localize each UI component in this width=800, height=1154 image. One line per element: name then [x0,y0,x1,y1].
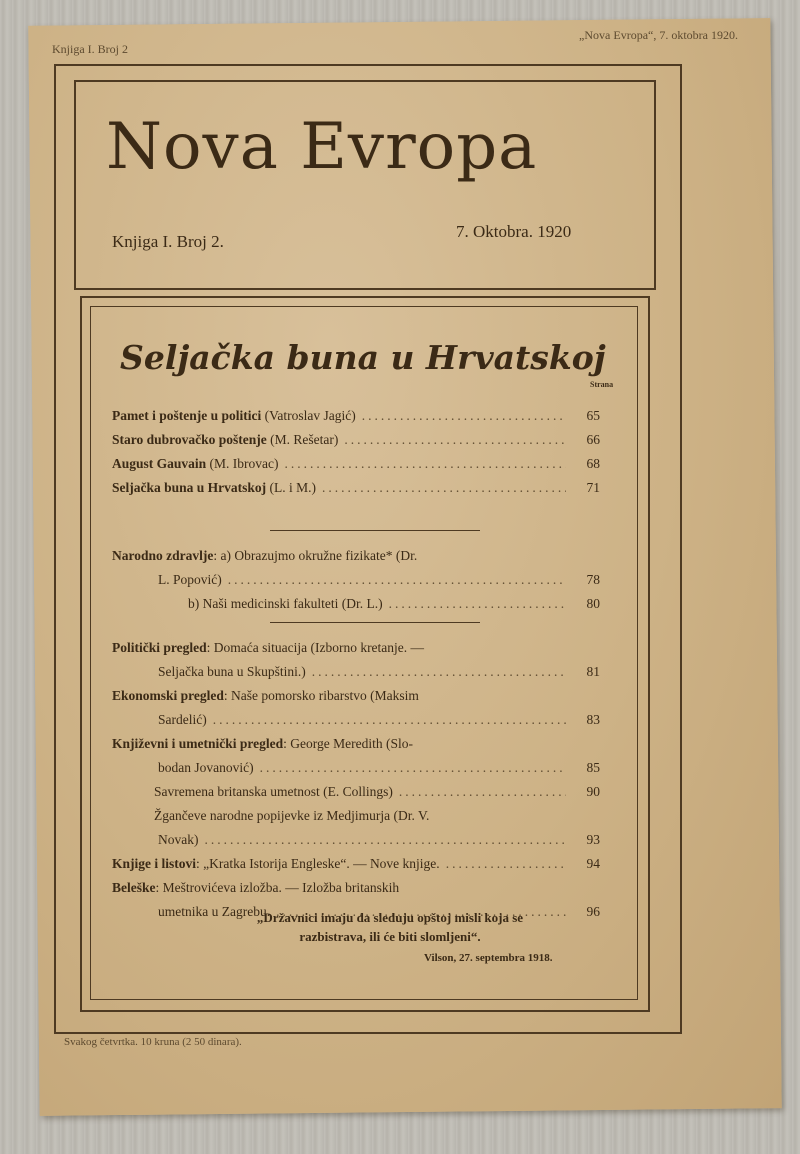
toc-entry-subtitle: : Domaća situacija (Izborno kretanje. — [206,640,425,655]
toc-entry-subtitle: Seljačka buna u Skupštini.) [158,664,306,679]
toc-entry-page: 90 [586,784,600,799]
toc-entry [112,636,600,660]
toc-entry-page: 85 [586,760,600,775]
toc-entry-page: 68 [586,456,600,471]
toc-group-reviews [112,636,600,924]
leader-dots [228,568,566,592]
toc-entry-page: 93 [586,832,600,847]
toc-entry-subtitle: : George Meredith (Slo- [283,736,413,751]
toc-entry-title: Beleške [112,880,156,895]
toc-entry-continuation [112,828,600,852]
toc-entry-subtitle: : Meštrovićeva izložba. — Izložba britanskih [155,880,400,895]
toc-entry-page: 94 [586,856,600,871]
toc-entry [112,428,600,452]
toc-entry-page: 80 [586,596,600,611]
leader-dots [362,404,566,428]
toc-entry-page: 65 [586,408,600,423]
toc-entry-subtitle: b) Naši medicinski fakulteti (Dr. L.) [188,596,383,611]
toc-entry-author: bodan Jovanović) [158,760,254,775]
contents-headline: Seljačka buna u Hrvatskoj [120,338,606,377]
toc-entry-author: (L. i M.) [266,480,317,495]
toc-entry-author: (Vatroslav Jagić) [261,408,356,423]
toc-entry-subtitle: : a) Obrazujmo okružne fizikate* (Dr. [213,548,418,563]
toc-entry-author: (M. Rešetar) [266,432,339,447]
toc-entry-author: Novak) [158,832,199,847]
issue-small-label: Knjiga I. Broj 2 [52,42,128,56]
leader-dots [312,660,566,684]
leader-dots [389,592,566,616]
section-divider [270,622,480,623]
toc-entry [112,544,600,568]
toc-entry [112,404,600,428]
toc-entry-title: Narodno zdravlje [112,548,214,563]
page-column-label: Strana [590,380,614,389]
toc-entry-continuation [112,568,600,592]
toc-entry [112,780,600,804]
toc-entry-page: 71 [586,480,600,495]
leader-dots [205,828,567,852]
date-small-label: „Nova Evropa“, 7. oktobra 1920. [579,28,738,42]
toc-entry-title: Pamet i poštenje u politici [112,408,262,423]
toc-entry-continuation [112,756,600,780]
toc-entry [112,592,600,616]
leader-dots [399,780,566,804]
toc-entry [112,452,600,476]
toc-entry-title: Politički pregled [112,640,207,655]
toc-entry-title: Staro dubrovačko poštenje [112,432,267,447]
leader-dots [213,708,566,732]
section-divider [270,530,480,531]
leader-dots [344,428,566,452]
toc-entry [112,476,600,500]
toc-entry [112,876,600,900]
toc-entry [112,732,600,756]
toc-entry-title: Književni i umetnički pregled [112,736,284,751]
toc-group-articles [112,404,600,500]
price-footer: Svakog četvrtka. 10 kruna (2 50 dinara). [64,1036,242,1048]
toc-entry-page: 96 [586,904,600,919]
leader-dots [446,852,566,876]
toc-entry [112,852,600,876]
toc-entry-subtitle: : „Kratka Istorija Engleske“. — Nove knjige. [196,856,440,871]
leader-dots [322,476,566,500]
toc-entry-author: L. Popović) [158,572,222,587]
toc-entry-author: Sardelić) [158,712,207,727]
toc-entry-title: August Gauvain [112,456,207,471]
quote-attribution: Vilson, 27. septembra 1918. [424,952,553,964]
leader-dots [285,452,566,476]
toc-entry-subtitle: Savremena britanska umetnost (E. Collings) [154,784,393,799]
toc-entry-subtitle: Žgančeve narodne popijevke iz Medjimurja (Dr. V. [154,808,430,823]
quote-line: „Državnici imaju da sleduju opštoj misli koja se [256,910,524,925]
toc-group-health [112,544,600,616]
magazine-title: Nova Evropa [106,110,538,184]
toc-entry-page: 83 [586,712,600,727]
toc-entry-continuation [112,660,600,684]
toc-entry [112,684,600,708]
masthead-issue: Knjiga I. Broj 2. [112,232,224,251]
epigraph-quote [170,908,610,946]
quote-line: razbistrava, ili će biti slomljeni“. [299,929,481,944]
leader-dots [260,756,566,780]
toc-entry-title: Knjige i listovi [112,856,196,871]
toc-entry-subtitle: umetnika u Zagrebu. [158,904,271,919]
masthead-date: 7. Oktobra. 1920 [456,222,572,241]
toc-entry-page: 66 [586,432,600,447]
toc-entry [112,804,600,828]
toc-entry-page: 81 [586,664,600,679]
toc-entry-page: 78 [586,572,600,587]
toc-entry-title: Ekonomski pregled [112,688,224,703]
toc-entry-author: (M. Ibrovac) [206,456,279,471]
toc-entry-title: Seljačka buna u Hrvatskoj [112,480,267,495]
toc-entry-subtitle: : Naše pomorsko ribarstvo (Maksim [223,688,419,703]
toc-entry-continuation [112,708,600,732]
